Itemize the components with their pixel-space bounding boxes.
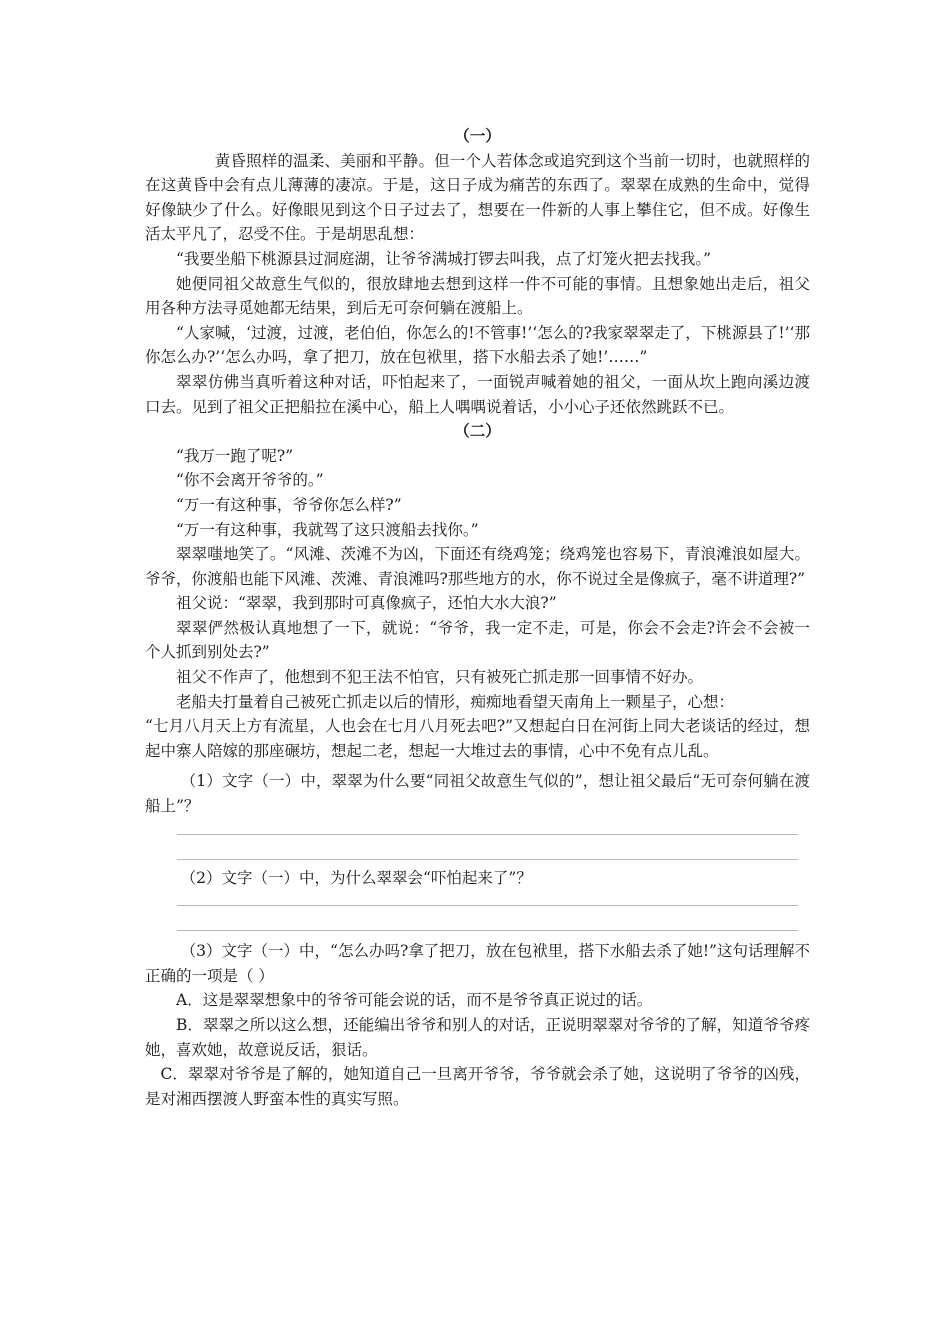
answer-line-2a[interactable] [177,905,798,906]
section-2-paragraph-3: “万一有这种事，爷爷你怎么样?” [176,495,402,514]
section-1-paragraph-2: “我要坐船下桃源县过洞庭湖，让爷爷满城打锣去叫我，点了灯笼火把去找我。” [176,249,712,268]
question-1: （1）文字（一）中，翠翠为什么要“同祖父故意生气似的”，想让祖父最后“无可奈何躺在渡船上”？ [145,772,810,816]
answer-line-2b[interactable] [177,930,798,931]
section-1-heading: （一） [454,126,501,145]
section-1-paragraph-4: “人家喊，‘过渡，过渡，老伯伯，你怎么的!不管事!’‘怎么的?我家翠翠走了，下桃源县了!’‘那你怎么办?’‘怎么办吗，拿了把刀，放在包袱里，搭下水船去杀了她!’……” [145,323,810,367]
section-2-paragraph-2: “你不会离开爷爷的。” [176,471,324,490]
option-a[interactable]: A．这是翠翠想象中的爷爷可能会说的话，而不是爷爷真正说过的话。 [176,991,653,1010]
section-2-paragraph-4: “万一有这种事，我就驾了这只渡船去找你。” [176,520,479,539]
section-2-paragraph-5: 翠翠嗤地笑了。“风滩、茨滩不为凶，下面还有绕鸡笼；绕鸡笼也容易下，青浪滩浪如屋大。爷爷，你渡船也能下风滩、茨滩、青浪滩吗?那些地方的水，你不说过全是像疯子，毫不讲道理?” [145,545,810,588]
section-2-paragraph-8: 祖父不作声了，他想到不犯王法不怕官，只有被死亡抓走那一回事情不好办。 [176,668,704,687]
section-1-paragraph-5: 翠翠仿佛当真听着这种对话，吓怕起来了，一面锐声喊着她的祖父，一面从坎上跑向溪边渡口去。见到了祖父正把船拉在溪中心，船上人喁喁说着话，小小心子还依然跳跃不已。 [145,372,810,416]
section-2-heading: （二） [454,421,501,441]
section-2-paragraph-9: 老船夫打量着自己被死亡抓走以后的情形，痴痴地看望天南角上一颗星子，心想： [176,692,735,711]
section-2-paragraph-6: 祖父说：“翠翠，我到那时可真像疯子，还怕大水大浪?” [176,594,557,613]
section-1-paragraph-1: 黄昏照样的温柔、美丽和平静。但一个人若体念或追究到这个当前一切时，也就照样的在这黄昏中会有点儿薄薄的凄凉。于是，这日子成为痛苦的东西了。翠翠在成熟的生命中，觉得好像缺少了什么。好像眼见到这个日子过去了，想要在一件新的人事上攀住它，但不成。好像生活太平凡了，忍受不住。于是胡思乱想： [145,151,810,244]
question-3: （3）文字（一）中，“怎么办吗?拿了把刀，放在包袱里，搭下水船去杀了她!”这句话理解不正确的一项是（ ） [145,942,810,985]
option-c[interactable]: C．翠翠对爷爷是了解的，她知道自己一旦离开爷爷，爷爷就会杀了她，这说明了爷爷的凶残，是对湘西摆渡人野蛮本性的真实写照。 [145,1065,810,1108]
section-2-paragraph-1: “我万一跑了呢?” [176,446,294,465]
section-1-paragraph-3: 她便同祖父故意生气似的，很放肆地去想到这样一件不可能的事情。且想象她出走后，祖父用各种方法寻觅她都无结果，到后无可奈何躺在渡船上。 [145,274,810,318]
option-b[interactable]: B．翠翠之所以这么想，还能编出爷爷和别人的对话，正说明翠翠对爷爷的了解，知道爷爷疼她，喜欢她，故意说反话，狠话。 [145,1016,810,1059]
section-2-paragraph-7: 翠翠俨然极认真地想了一下，就说：“爷爷，我一定不走，可是，你会不会走?许会不会被一个人抓到别处去?” [145,618,810,662]
answer-line-1a[interactable] [177,834,798,835]
section-2-paragraph-10: “七月八月天上方有流星，人也会在七月八月死去吧?”又想起白日在河街上同大老谈话的经过，想起中寨人陪嫁的那座碾坊，想起二老，想起一大堆过去的事情，心中不免有点儿乱。 [145,717,810,760]
answer-line-1b[interactable] [177,859,798,860]
question-2: （2）文字（一）中，为什么翠翠会“吓怕起来了”？ [180,868,532,887]
